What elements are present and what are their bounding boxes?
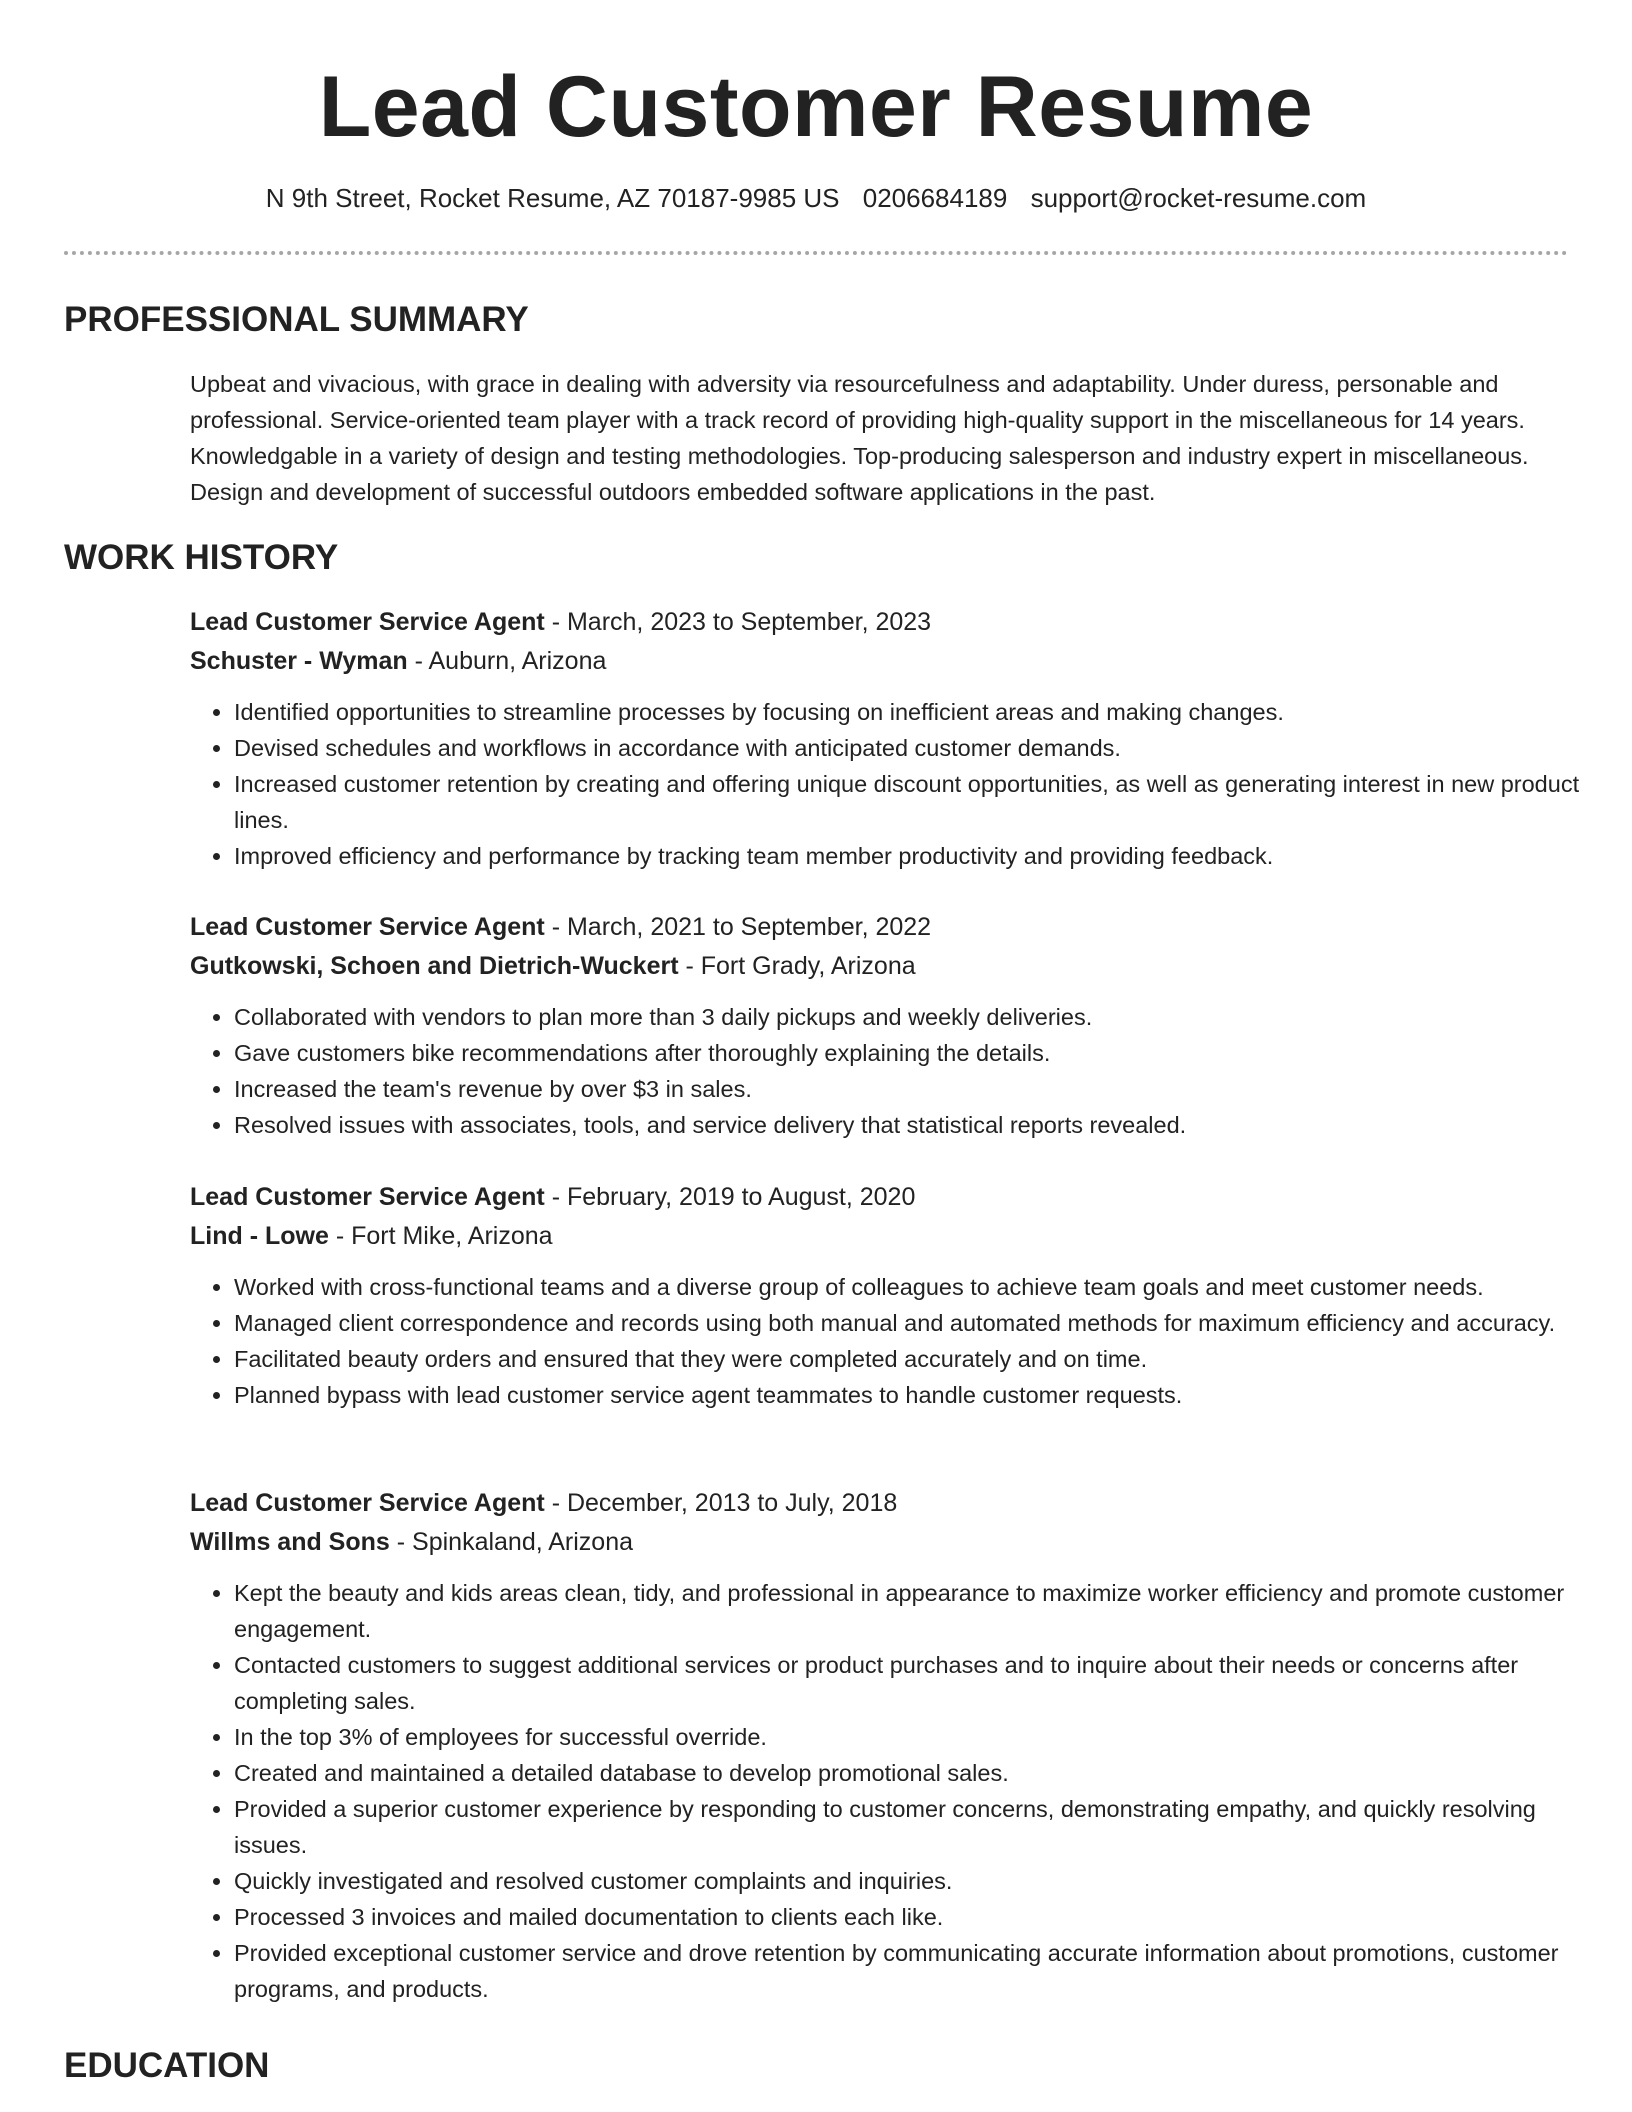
job-bullets xyxy=(190,1269,1580,1413)
job-company: Schuster - Wyman xyxy=(190,647,408,675)
job-title-line xyxy=(190,1484,1580,1523)
job-bullet: • Created and maintained a detailed database to develop promotional sales. xyxy=(234,1755,1580,1791)
contact-phone: 0206684189 xyxy=(862,183,1008,213)
job-dates: - December, 2013 to July, 2018 xyxy=(544,1489,898,1517)
job-dates: - March, 2023 to September, 2023 xyxy=(544,608,932,636)
contact-address: N 9th Street, Rocket Resume, AZ 70187-9985 US xyxy=(265,183,840,213)
job-location: - Auburn, Arizona xyxy=(407,647,607,675)
job-bullet: • Resolved issues with associates, tools, and service delivery that statistical reports revealed. xyxy=(234,1107,1580,1143)
job-bullet: • Collaborated with vendors to plan more than 3 daily pickups and weekly deliveries. xyxy=(234,999,1580,1035)
job-company: Gutkowski, Schoen and Dietrich-Wuckert xyxy=(190,952,679,980)
job-bullet: • Provided a superior customer experience by responding to customer concerns, demonstrating empathy, and quickly resolving issues. xyxy=(234,1791,1580,1863)
resume-title: Lead Customer Resume xyxy=(318,59,1314,155)
contact-line xyxy=(0,180,1632,216)
job-bullet: • Identified opportunities to streamline processes by focusing on inefficient areas and making changes. xyxy=(234,694,1580,730)
section-heading-work-history: WORK HISTORY xyxy=(64,538,339,577)
job-company: Lind - Lowe xyxy=(190,1222,329,1250)
job-bullet: • Worked with cross-functional teams and a diverse group of colleagues to achieve team goals and meet customer needs. xyxy=(234,1269,1580,1305)
job-entry xyxy=(190,1178,1580,1413)
job-bullets xyxy=(190,1575,1580,2007)
job-bullet: • Managed client correspondence and records using both manual and automated methods for maximum efficiency and accuracy. xyxy=(234,1305,1580,1341)
job-company-line xyxy=(190,1523,1580,1562)
job-bullet: • Contacted customers to suggest additional services or product purchases and to inquire about their needs or concerns after completing sales. xyxy=(234,1647,1580,1719)
job-location: - Fort Grady, Arizona xyxy=(678,952,916,980)
job-dates: - March, 2021 to September, 2022 xyxy=(544,913,932,941)
job-bullets xyxy=(190,999,1580,1143)
job-bullet: • Improved efficiency and performance by tracking team member productivity and providing feedback. xyxy=(234,838,1580,874)
job-title-line xyxy=(190,908,1580,947)
job-bullets xyxy=(190,694,1580,874)
job-entry xyxy=(190,1484,1580,2007)
job-title-line xyxy=(190,603,1580,642)
section-heading-education: EDUCATION xyxy=(64,2046,270,2085)
job-location: - Fort Mike, Arizona xyxy=(328,1222,553,1250)
job-bullet: • Gave customers bike recommendations after thoroughly explaining the details. xyxy=(234,1035,1580,1071)
job-bullet: • Facilitated beauty orders and ensured that they were completed accurately and on time. xyxy=(234,1341,1580,1377)
job-company-line xyxy=(190,1217,1580,1256)
job-company-line xyxy=(190,642,1580,681)
section-heading-summary: PROFESSIONAL SUMMARY xyxy=(64,300,529,339)
job-dates: - February, 2019 to August, 2020 xyxy=(544,1183,916,1211)
job-bullet: • Increased the team's revenue by over $3 in sales. xyxy=(234,1071,1580,1107)
job-bullet: • Planned bypass with lead customer service agent teammates to handle customer requests. xyxy=(234,1377,1580,1413)
job-location: - Spinkaland, Arizona xyxy=(389,1528,634,1556)
job-bullet: • Increased customer retention by creating and offering unique discount opportunities, as well as generating interest in new product lines. xyxy=(234,766,1580,838)
job-title: Lead Customer Service Agent xyxy=(190,913,545,941)
contact-email: support@rocket-resume.com xyxy=(1030,183,1367,213)
job-title: Lead Customer Service Agent xyxy=(190,1183,545,1211)
job-bullet: • In the top 3% of employees for successful override. xyxy=(234,1719,1580,1755)
header-divider xyxy=(64,251,1568,255)
job-entry xyxy=(190,908,1580,1143)
job-bullet: • Processed 3 invoices and mailed documentation to clients each like. xyxy=(234,1899,1580,1935)
job-bullet: • Provided exceptional customer service and drove retention by communicating accurate information about promotions, customer programs, and products. xyxy=(234,1935,1580,2007)
job-bullet: • Kept the beauty and kids areas clean, tidy, and professional in appearance to maximize worker efficiency and promote customer engagement. xyxy=(234,1575,1580,1647)
job-bullet: • Devised schedules and workflows in accordance with anticipated customer demands. xyxy=(234,730,1580,766)
job-entry xyxy=(190,603,1580,874)
job-company-line xyxy=(190,947,1580,986)
job-company: Willms and Sons xyxy=(190,1528,390,1556)
job-title-line xyxy=(190,1178,1580,1217)
summary-text: Upbeat and vivacious, with grace in dealing with adversity via resourcefulness and adaptability. Under duress, personable and professional. Service-oriented team player with a track record of providing high-quality support in the miscellaneous for 14 years. Knowledgable in a variety of design and testing methodologies. Top-producing salesperson and industry expert in miscellaneous. Design and development of successful outdoors embedded software applications in the past. xyxy=(190,371,1529,505)
job-title: Lead Customer Service Agent xyxy=(190,608,545,636)
job-title: Lead Customer Service Agent xyxy=(190,1489,545,1517)
job-bullet: • Quickly investigated and resolved customer complaints and inquiries. xyxy=(234,1863,1580,1899)
